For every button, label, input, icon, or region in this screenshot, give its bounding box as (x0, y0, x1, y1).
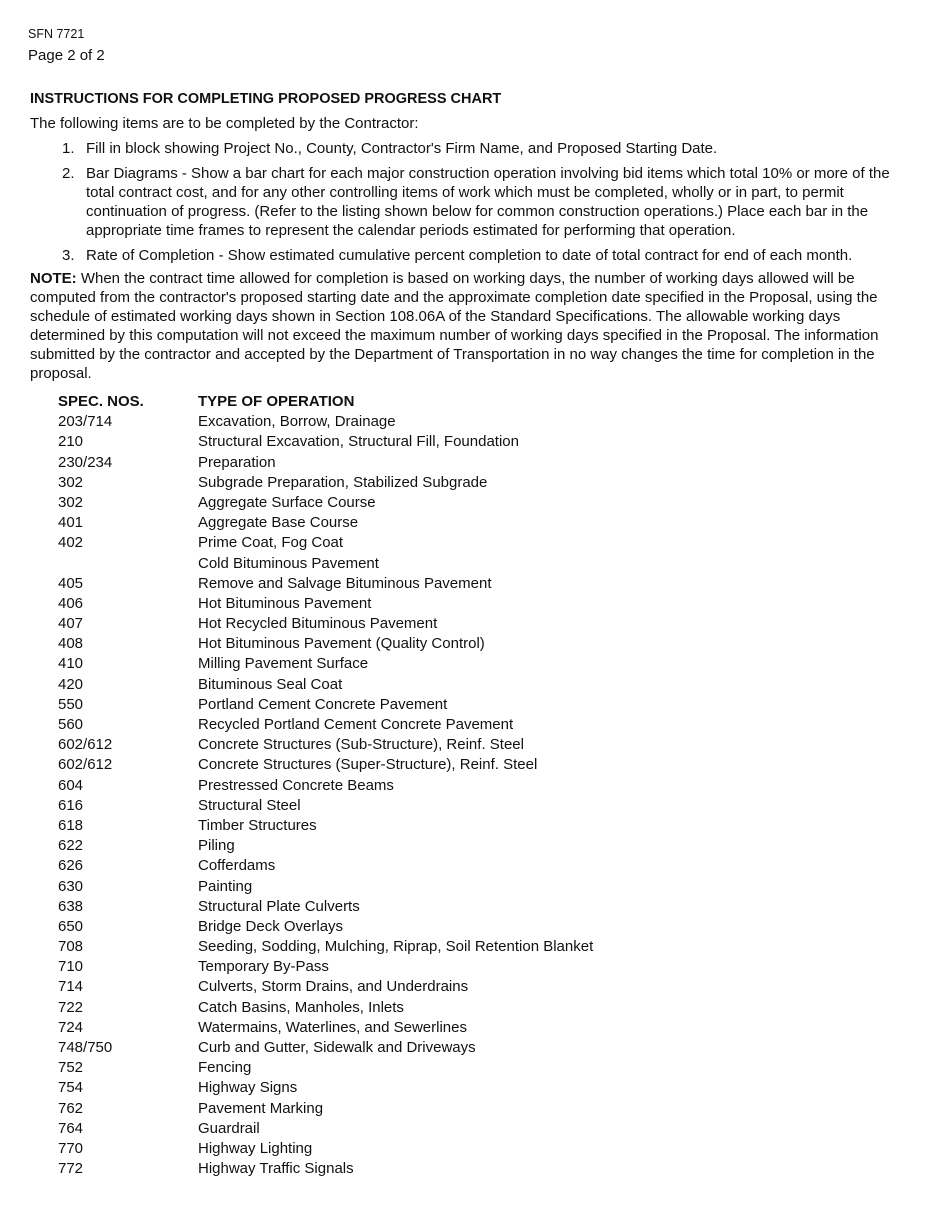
operation-row (58, 675, 758, 695)
operation-type: Preparation (198, 453, 276, 471)
operation-row (58, 1159, 758, 1179)
spec-number: 405 (58, 574, 84, 592)
operation-row (58, 1078, 758, 1098)
operation-type: Excavation, Borrow, Drainage (198, 413, 396, 431)
operation-type: Temporary By-Pass (198, 958, 329, 976)
spec-number: 762 (58, 1099, 84, 1117)
spec-number: 650 (58, 917, 84, 935)
step-number: 2. (62, 165, 75, 182)
spec-number: 710 (58, 958, 84, 976)
operation-type: Highway Traffic Signals (198, 1160, 354, 1178)
spec-number: 602/612 (58, 736, 113, 754)
operation-row (58, 412, 758, 432)
operation-type: Timber Structures (198, 816, 317, 834)
operation-type: Cofferdams (198, 857, 276, 875)
spec-number: 408 (58, 635, 84, 653)
operation-type: Piling (198, 837, 235, 855)
spec-number: 770 (58, 1139, 84, 1157)
spec-number: 560 (58, 716, 84, 733)
operation-row (58, 755, 758, 775)
step-number: 3. (62, 247, 75, 264)
spec-number: 708 (58, 938, 84, 956)
operation-row (58, 957, 758, 977)
operation-type: Hot Bituminous Pavement (198, 594, 372, 612)
operations-header-row (58, 392, 758, 412)
spec-number: 550 (58, 695, 84, 713)
operation-row (58, 574, 758, 594)
spec-number: 764 (58, 1119, 84, 1137)
operation-type: Bridge Deck Overlays (198, 917, 344, 935)
spec-number: 604 (58, 776, 84, 794)
operation-type: Structural Plate Culverts (198, 897, 360, 915)
operation-type: Recycled Portland Cement Concrete Pavement (198, 716, 514, 733)
type-of-operation-header: TYPE OF OPERATION (198, 393, 355, 410)
spec-number: 714 (58, 978, 84, 996)
spec-number: 724 (58, 1018, 84, 1036)
spec-number: 630 (58, 877, 84, 895)
operation-type: Aggregate Surface Course (198, 493, 376, 511)
spec-number: 748/750 (58, 1039, 113, 1056)
operations-table (58, 392, 758, 1179)
form-id: SFN 7721 (28, 27, 85, 41)
note-label: NOTE: (30, 270, 77, 287)
spec-number: 754 (58, 1079, 84, 1097)
operation-type: Curb and Gutter, Sidewalk and Driveways (198, 1039, 476, 1056)
operation-type: Concrete Structures (Super-Structure), Reinf. Steel (198, 756, 538, 774)
operation-row (58, 634, 758, 654)
operation-type: Fencing (198, 1059, 252, 1077)
operation-row (58, 735, 758, 755)
operation-row (58, 554, 758, 574)
operation-type: Pavement Marking (198, 1099, 324, 1117)
spec-number: 302 (58, 473, 84, 491)
operation-row (58, 1099, 758, 1119)
operation-row (58, 836, 758, 856)
operation-type: Portland Cement Concrete Pavement (198, 695, 448, 713)
operation-row (58, 776, 758, 796)
operation-row (58, 493, 758, 513)
operation-type: Painting (198, 877, 253, 895)
operation-type: Cold Bituminous Pavement (198, 554, 379, 572)
operation-type: Hot Bituminous Pavement (Quality Control) (198, 635, 485, 653)
operation-row (58, 917, 758, 937)
instruction-step (62, 164, 912, 240)
operation-row (58, 432, 758, 452)
spec-number (58, 554, 198, 574)
spec-number: 203/714 (58, 413, 113, 431)
spec-number: 406 (58, 594, 84, 612)
step-text: Bar Diagrams - Show a bar chart for each major construction operation involving bid items which total 10% or more of the total contract cost, and for any other controlling items of work which must be completed, wholly or in part, to permit continuation of progress. (Refer to the listing shown below for common construction operations.) Place each bar in the appropriate time frames to represent the calendar periods estimated for performing that operation. (86, 165, 890, 239)
spec-number: 722 (58, 998, 84, 1016)
spec-number: 210 (58, 433, 84, 451)
spec-number: 230/234 (58, 453, 113, 471)
spec-number: 602/612 (58, 756, 113, 774)
operation-row (58, 654, 758, 674)
operation-row (58, 614, 758, 634)
note-text: When the contract time allowed for completion is based on working days, the number of working days allowed will be computed from the contractor's proposed starting date and the approximate completion date specified in the Proposal, using the schedule of estimated working days shown in Section 108.06A of the Standard Specifications. The allowable working days determined by this computation will not exceed the maximum number of working days specified in the Proposal. The information submitted by the contractor and accepted by the Department of Transportation in no way changes the time for completion in the proposal. (30, 270, 879, 382)
instructions-title: INSTRUCTIONS FOR COMPLETING PROPOSED PROGRESS CHART (30, 91, 502, 107)
operation-type: Subgrade Preparation, Stabilized Subgrade (198, 473, 488, 491)
spec-number: 616 (58, 796, 84, 814)
operation-row (58, 513, 758, 533)
spec-number: 302 (58, 493, 84, 511)
operation-row (58, 816, 758, 836)
operation-row (58, 1119, 758, 1139)
operation-type: Bituminous Seal Coat (198, 675, 343, 693)
operation-type: Structural Steel (198, 796, 301, 814)
operation-row (58, 877, 758, 897)
operations-body (58, 412, 758, 1179)
operation-row (58, 1038, 758, 1058)
operation-row (58, 473, 758, 493)
note-paragraph (30, 269, 905, 383)
operation-row (58, 856, 758, 876)
page-number: Page 2 of 2 (28, 47, 105, 64)
operation-row (58, 695, 758, 715)
step-text: Fill in block showing Project No., County, Contractor's Firm Name, and Proposed Starting Date. (86, 140, 718, 157)
operation-type: Catch Basins, Manholes, Inlets (198, 998, 404, 1016)
spec-number: 638 (58, 897, 84, 915)
operation-row (58, 1139, 758, 1159)
operation-row (58, 1018, 758, 1038)
step-number: 1. (62, 140, 75, 157)
operation-type: Watermains, Waterlines, and Sewerlines (198, 1018, 467, 1036)
spec-number: 410 (58, 655, 84, 673)
spec-number: 772 (58, 1160, 84, 1178)
operation-type: Highway Lighting (198, 1139, 313, 1157)
step-text: Rate of Completion - Show estimated cumulative percent completion to date of total contract for end of each month. (86, 247, 853, 264)
operation-type: Culverts, Storm Drains, and Underdrains (198, 978, 469, 996)
operation-type: Prestressed Concrete Beams (198, 776, 394, 794)
operation-row (58, 937, 758, 957)
spec-number: 626 (58, 857, 84, 875)
spec-number: 622 (58, 837, 84, 855)
spec-number: 420 (58, 675, 84, 693)
spec-number: 401 (58, 514, 84, 532)
operation-type: Prime Coat, Fog Coat (198, 534, 344, 552)
instruction-steps (62, 139, 912, 271)
operation-row (58, 1058, 758, 1078)
instructions-intro: The following items are to be completed by the Contractor: (30, 115, 419, 132)
operation-type: Highway Signs (198, 1079, 298, 1097)
operation-row (58, 533, 758, 553)
operation-type: Aggregate Base Course (198, 514, 359, 532)
spec-nos-header: SPEC. NOS. (58, 393, 144, 410)
operation-row (58, 977, 758, 997)
operation-row (58, 897, 758, 917)
operation-row (58, 594, 758, 614)
operation-type: Seeding, Sodding, Mulching, Riprap, Soil Retention Blanket (198, 938, 594, 956)
operation-type: Guardrail (198, 1119, 260, 1137)
operation-row (58, 453, 758, 473)
operation-row (58, 796, 758, 816)
spec-number: 618 (58, 816, 84, 834)
spec-number: 752 (58, 1059, 84, 1077)
instruction-step (62, 246, 912, 265)
operation-type: Remove and Salvage Bituminous Pavement (198, 574, 492, 592)
operation-type: Structural Excavation, Structural Fill, Foundation (198, 433, 519, 451)
spec-number: 402 (58, 534, 84, 552)
operation-row (58, 998, 758, 1018)
operation-row (58, 715, 758, 735)
operation-type: Concrete Structures (Sub-Structure), Reinf. Steel (198, 736, 524, 754)
spec-number: 407 (58, 615, 84, 633)
operation-type: Milling Pavement Surface (198, 655, 369, 673)
instruction-step (62, 139, 912, 158)
operation-type: Hot Recycled Bituminous Pavement (198, 615, 438, 633)
